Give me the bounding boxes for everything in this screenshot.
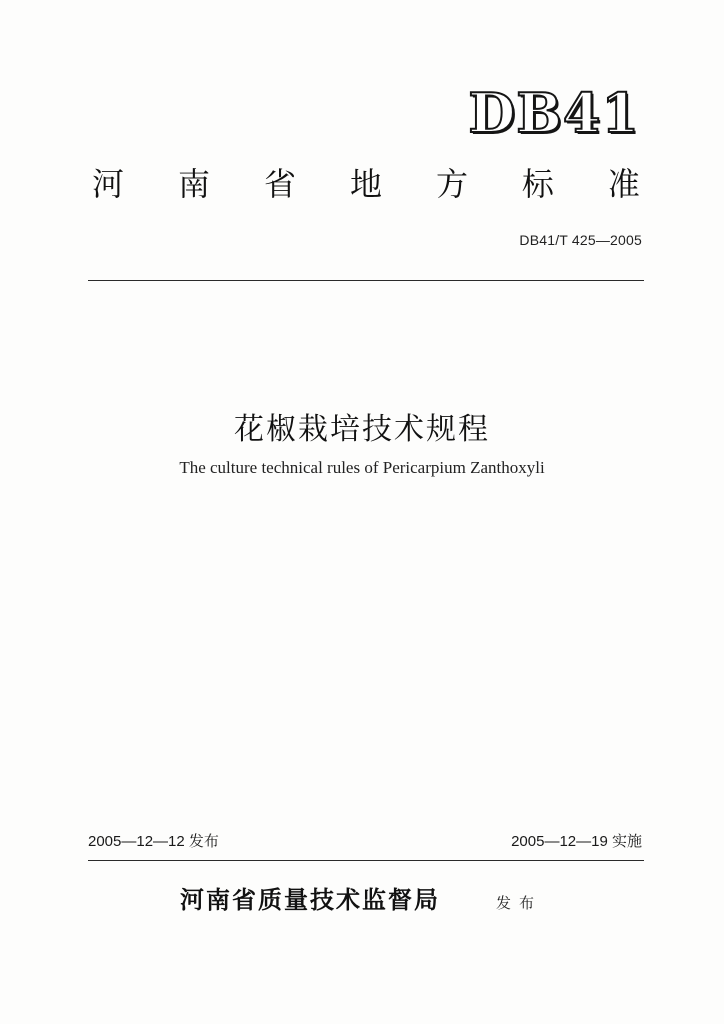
publisher-name: 河南省质量技术监督局 <box>180 885 440 914</box>
top-divider <box>88 280 644 281</box>
standard-type-char: 标 <box>521 165 554 203</box>
standard-type-char: 地 <box>349 165 382 203</box>
document-title-english: The culture technical rules of Pericarpium Zanthoxyli <box>179 458 545 477</box>
issue-date: 2005—12—12 发布 <box>88 833 219 850</box>
standard-type-char: 南 <box>177 165 210 203</box>
bottom-divider <box>88 860 644 861</box>
document-title-chinese: 花椒栽培技术规程 <box>234 412 490 447</box>
publish-label: 发布 <box>496 894 543 912</box>
standard-type-heading <box>92 165 640 203</box>
standard-type-char: 准 <box>607 165 640 203</box>
standard-type-char: 河 <box>92 165 125 203</box>
implementation-date: 2005—12—19 实施 <box>511 833 642 850</box>
standard-type-char: 方 <box>435 165 468 203</box>
standard-code-mark: DB41 <box>468 81 640 145</box>
standard-number: DB41/T 425—2005 <box>519 232 642 248</box>
standard-type-char: 省 <box>263 165 296 203</box>
